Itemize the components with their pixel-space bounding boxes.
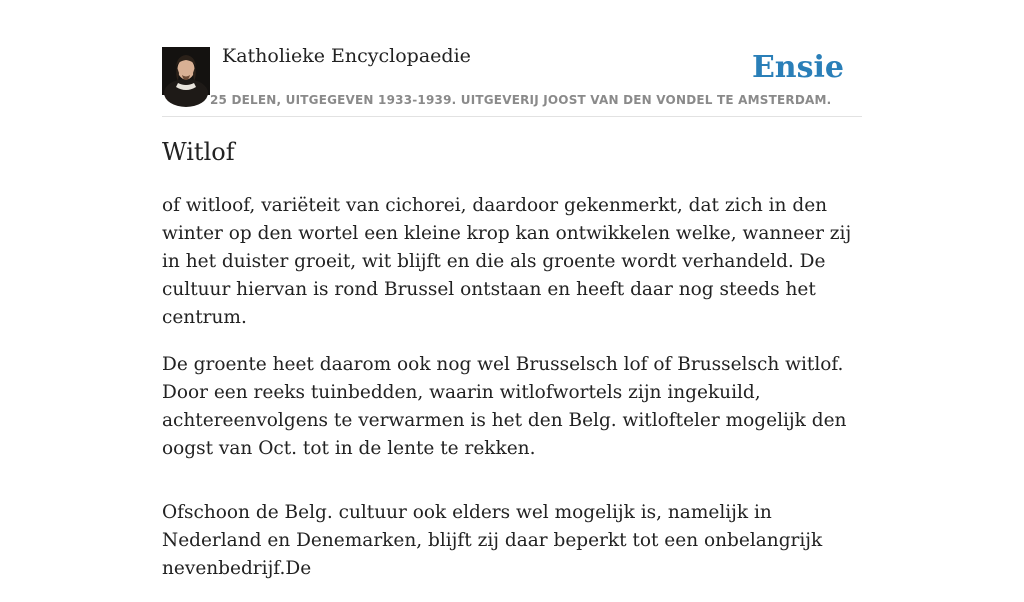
article-body: [162, 192, 864, 602]
paragraph: Ofschoon de Belg. cultuur ook elders wel mogelijk is, namelijk in Nederland en Denemarken, blijft zij daar beperkt tot een onbelangrijk nevenbedrijf.De: [162, 502, 823, 579]
brand-logo[interactable]: Ensie: [751, 50, 844, 85]
source-header: [162, 40, 862, 117]
article-title: Witlof: [162, 138, 235, 166]
source-title[interactable]: Katholieke Encyclopaedie: [222, 45, 471, 67]
portrait-icon[interactable]: [162, 47, 210, 95]
source-subtitle: 25 DELEN, UITGEGEVEN 1933-1939. UITGEVERIJ JOOST VAN DEN VONDEL TE AMSTERDAM.: [210, 93, 832, 107]
paragraph: of witloof, variëteit van cichorei, daardoor gekenmerkt, dat zich in den winter op den wortel een kleine krop kan ontwikkelen welke, wanneer zij in het duister groeit, wit blijft en die als groente wordt verhandeld. De cultuur hiervan is rond Brussel ontstaan en heeft daar nog steeds het centrum.: [162, 195, 852, 328]
paragraph: De groente heet daarom ook nog wel Brusselsch lof of Brusselsch witlof. Door een reeks tuinbedden, waarin witlofwortels zijn ingekuild, achtereenvolgens te verwarmen is het den Belg. witlofteler mogelijk den oogst van Oct. tot in de lente te rekken.: [162, 354, 847, 459]
